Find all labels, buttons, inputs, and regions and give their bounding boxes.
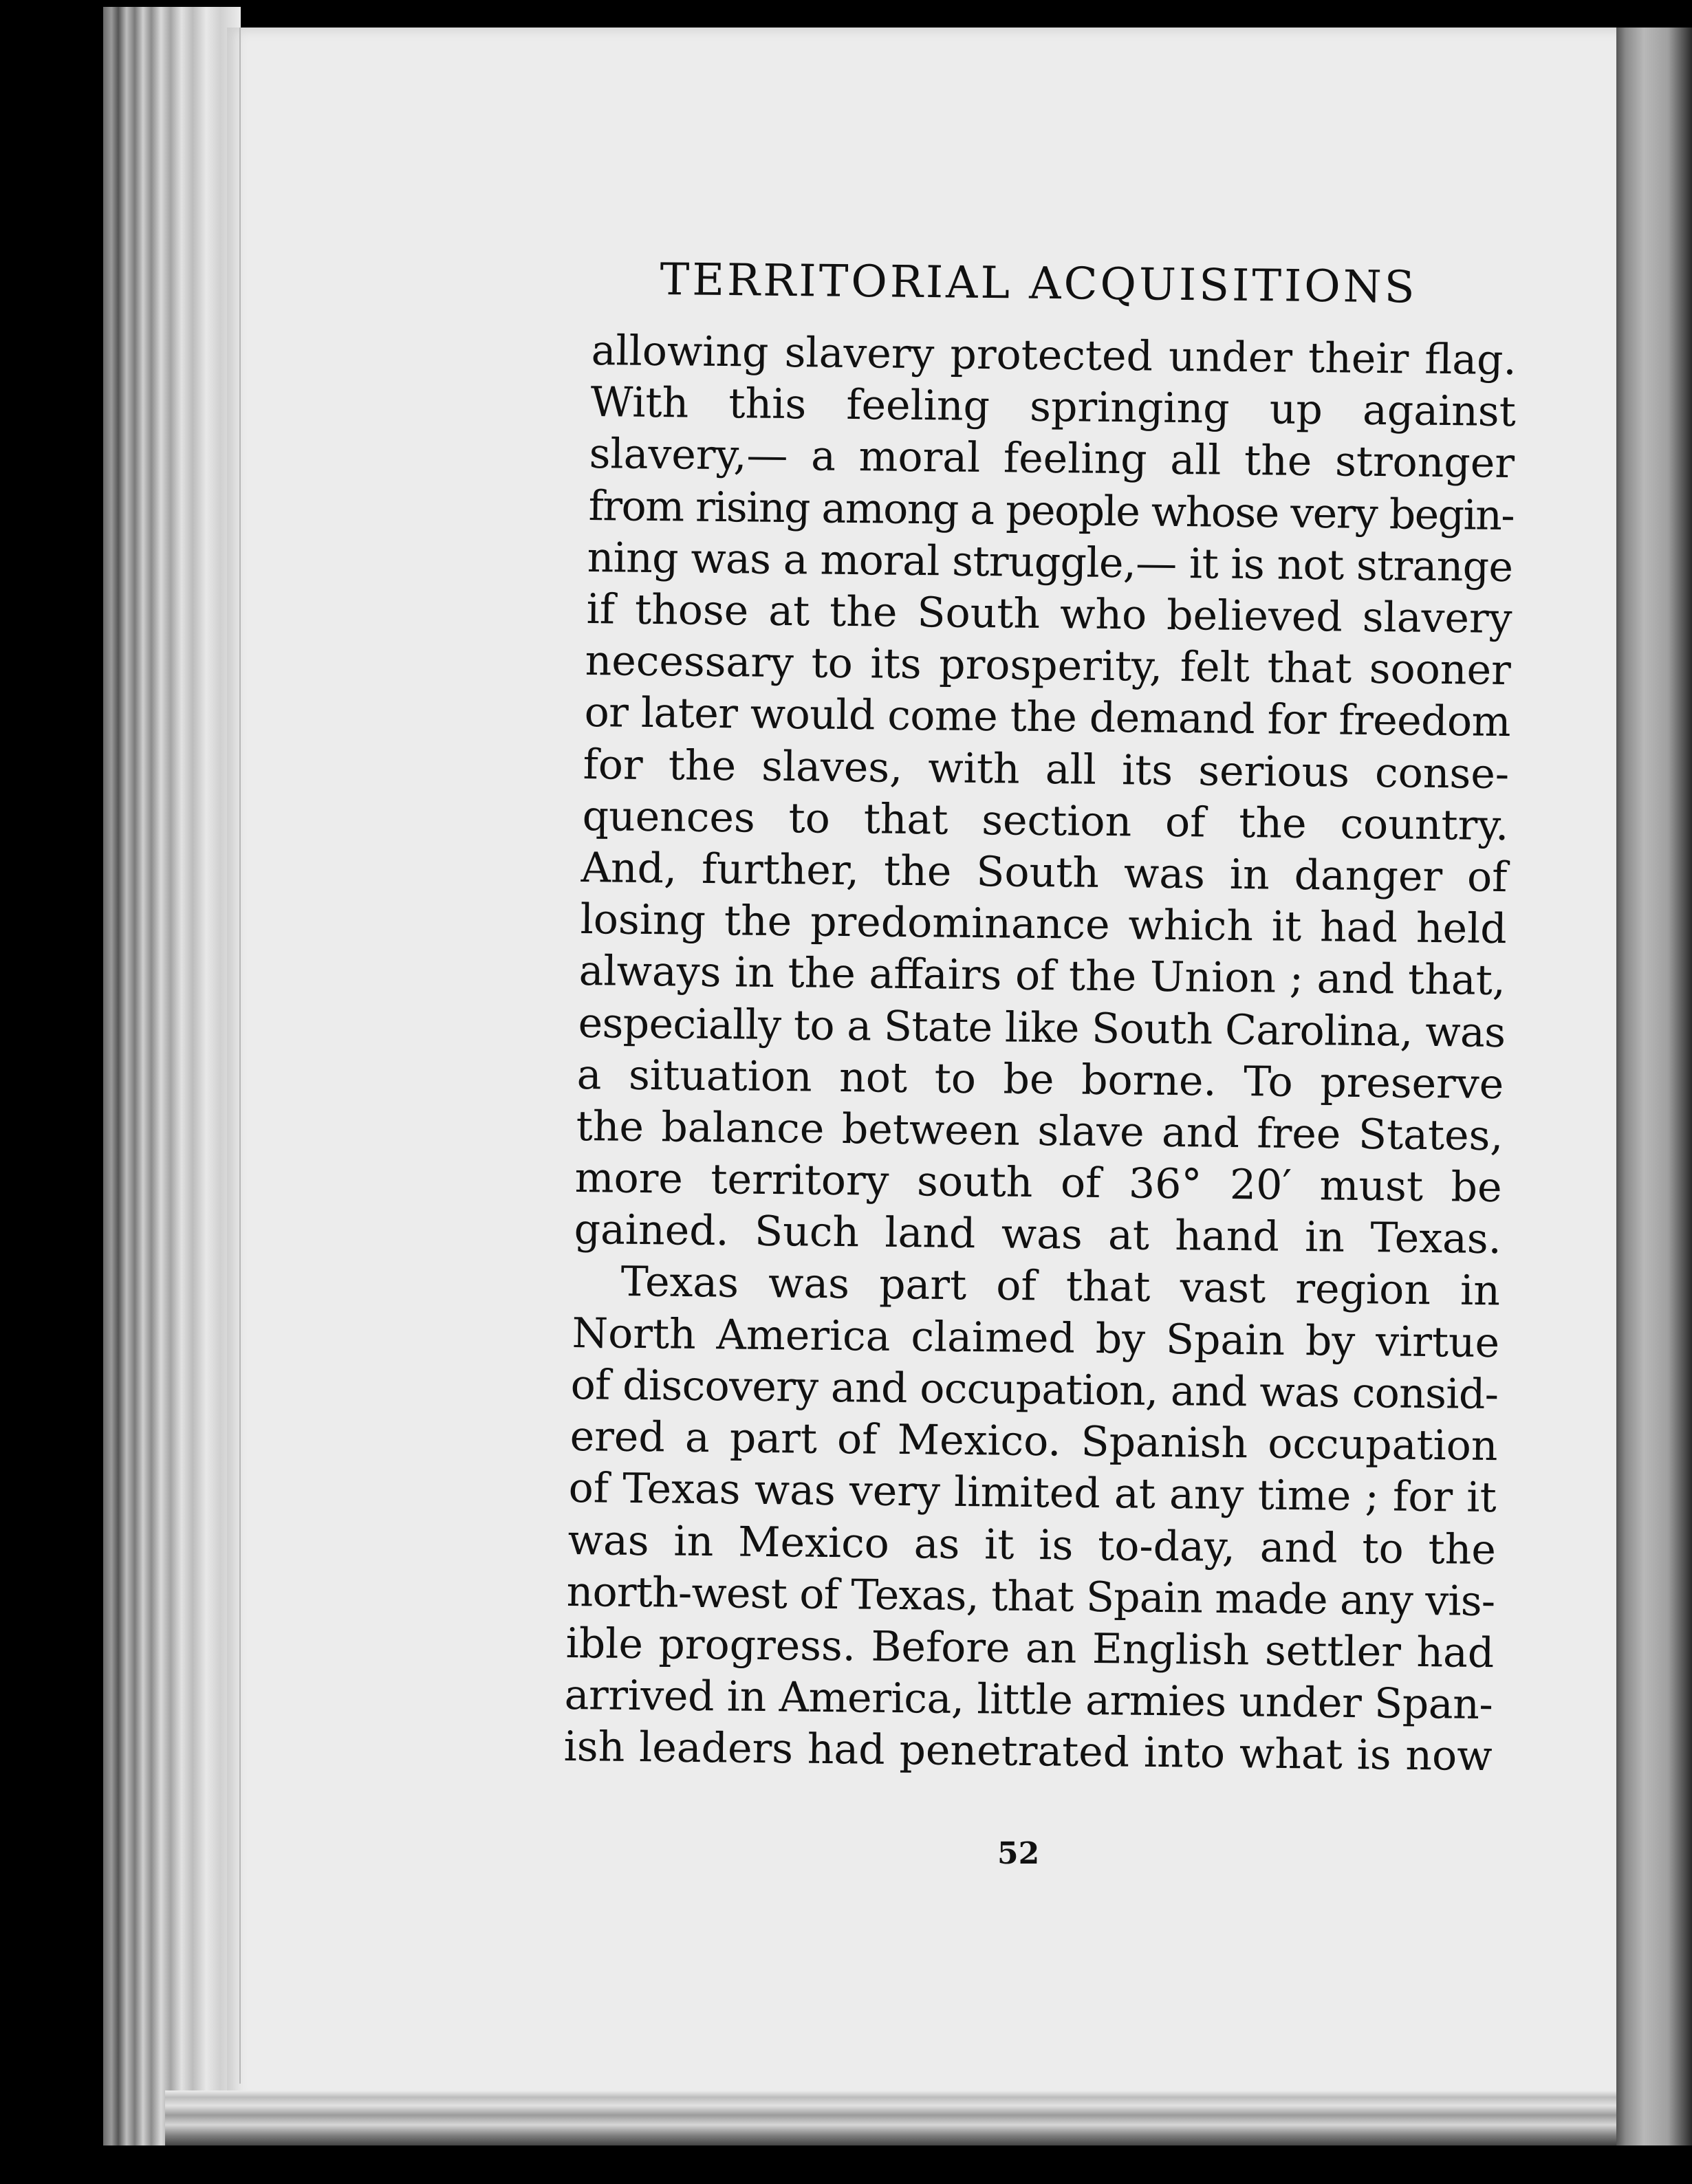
text-line: quences to that section of the country. xyxy=(581,791,1509,850)
text-line: or later would come the demand for freedom xyxy=(583,688,1510,747)
text-line: more territory south of 36° 20′ must be xyxy=(574,1154,1503,1212)
text-line: necessary to its prosperity, felt that sooner xyxy=(585,637,1512,695)
text-line: losing the predominance which it had held xyxy=(580,895,1507,954)
text-line: ered a part of Mexico. Spanish occupation xyxy=(570,1412,1498,1471)
text-line: arrived in America, little armies under Span- xyxy=(564,1671,1494,1729)
text-line: the balance between slave and free States, xyxy=(576,1102,1504,1161)
text-line: north-west of Texas, that Spain made any vis- xyxy=(566,1567,1496,1626)
text-line: Texas was part of that vast region in xyxy=(620,1257,1501,1315)
text-line: gained. Such land was at hand in Texas. xyxy=(574,1205,1501,1264)
text-line: of Texas was very limited at any time ; for it xyxy=(568,1464,1497,1522)
text-line: always in the affairs of the Union ; and that, xyxy=(578,947,1506,1005)
text-line: ible progress. Before an English settler had xyxy=(565,1619,1495,1678)
text-line: for the slaves, with all its serious conse- xyxy=(583,740,1510,798)
text-line: And, further, the South was in danger of xyxy=(581,844,1508,902)
text-line: of discovery and occupation, and was consid- xyxy=(570,1361,1499,1419)
text-line: if those at the South who believed slavery xyxy=(585,585,1512,644)
text-line: allowing slavery protected under their flag. xyxy=(591,327,1517,385)
page-number: 52 xyxy=(997,1836,1040,1871)
text-line: North America claimed by Spain by virtue xyxy=(572,1309,1500,1367)
text-line: ning was a moral struggle,— it is not strange xyxy=(587,533,1513,591)
text-line: With this feeling springing up against xyxy=(589,378,1516,437)
text-line: from rising among a people whose very begin- xyxy=(587,481,1515,540)
text-line: ish leaders had penetrated into what is now xyxy=(563,1723,1493,1781)
text-line: was in Mexico as it is to-day, and to the xyxy=(567,1516,1497,1574)
text-line: especially to a State like South Carolina, was xyxy=(578,998,1506,1057)
text-line: slavery,— a moral feeling all the stronger xyxy=(589,430,1515,488)
text-line: a situation not to be borne. To preserve xyxy=(576,1050,1504,1109)
running-head: TERRITORIAL ACQUISITIONS xyxy=(660,254,1418,314)
